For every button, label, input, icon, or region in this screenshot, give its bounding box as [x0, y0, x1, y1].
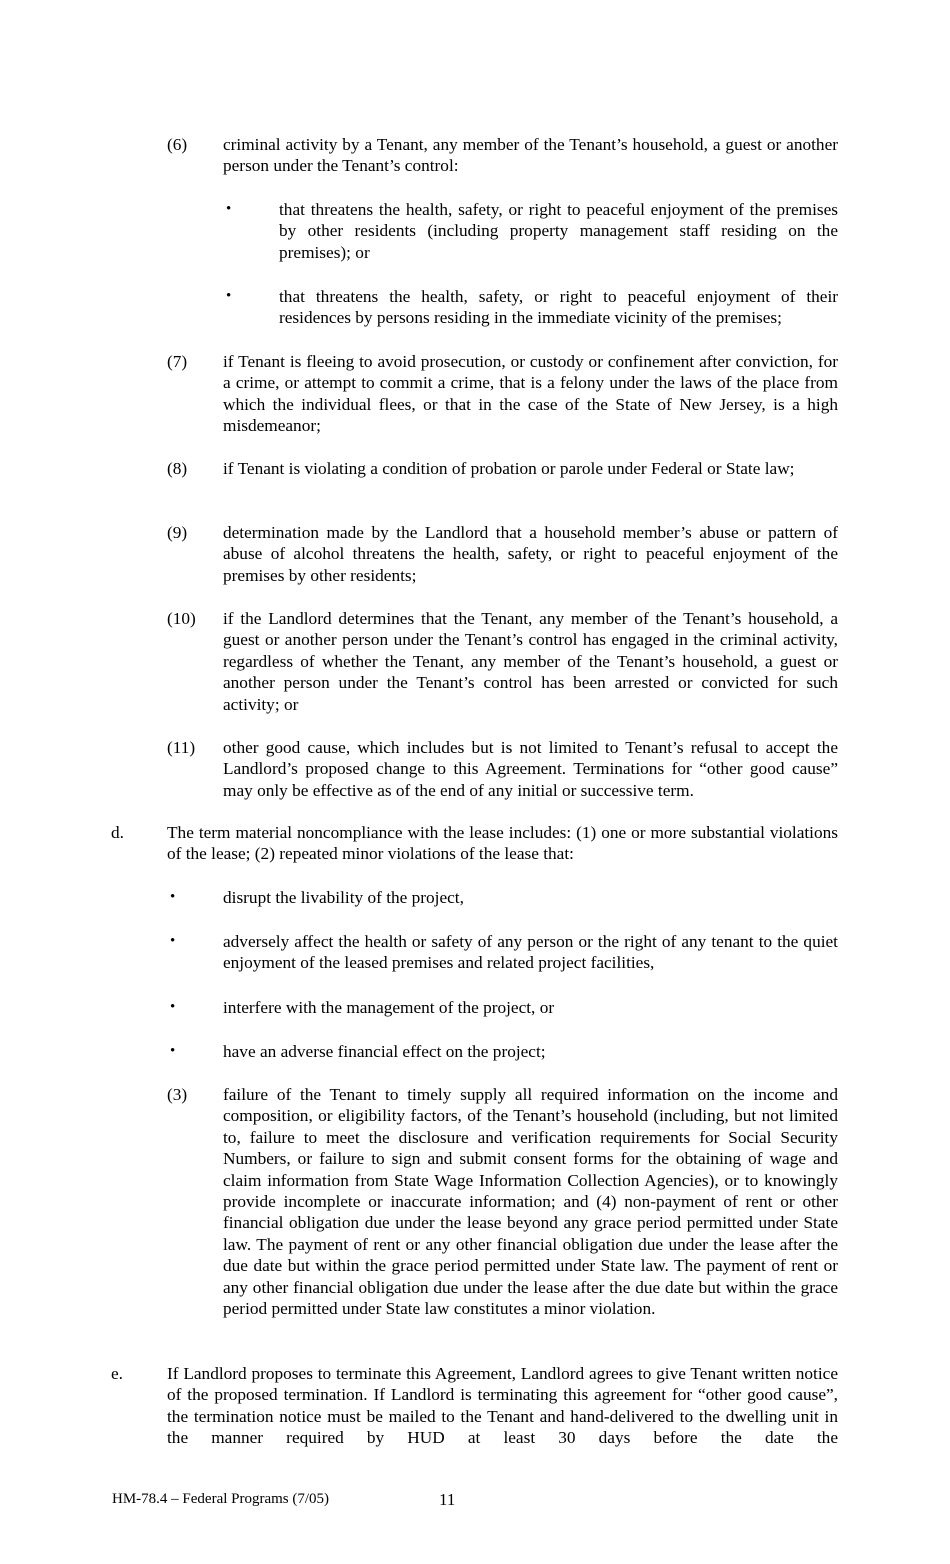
item-6-marker: (6): [167, 135, 188, 154]
bullet-icon: •: [170, 1043, 176, 1059]
item-8-text: if Tenant is violating a condition of probation or parole under Federal or State law;: [223, 459, 795, 478]
item-d-bullet-2: adversely affect the health or safety of any person or the right of any tenant to the quiet enjoyment of the leased premises and related project facilities,: [223, 932, 838, 973]
bullet-icon: •: [170, 999, 176, 1015]
bullet-icon: •: [226, 201, 232, 217]
item-10-marker: (10): [167, 609, 196, 628]
bullet-icon: •: [170, 933, 176, 949]
item-d-marker: d.: [111, 823, 124, 842]
item-3-text: failure of the Tenant to timely supply all required information on the income and composition, or eligibility factors, of the Tenant’s household (including, but not limited to, failure to meet the disclosure and verification requirements for Social Security Numbers, or failure to sign and submit consent forms for the obtaining of wage and claim information from State Wage Information Collection Agencies), or to knowingly provide incomplete or inaccurate information; and (4) non-payment of rent or other financial obligation due under the lease beyond any grace period permitted under State law. The payment of rent or any other financial obligation due under the lease after the due date but within the grace period permitted under State law. The payment of rent or any other financial obligation due under the lease after the due date but within the grace period permitted under State law constitutes a minor violation.: [223, 1085, 838, 1319]
item-6-bullet-2: that threatens the health, safety, or right to peaceful enjoyment of their residences by persons residing in the immediate vicinity of the premises;: [279, 287, 838, 328]
bullet-icon: •: [170, 889, 176, 905]
item-6-bullet-1: that threatens the health, safety, or right to peaceful enjoyment of the premises by other residents (including property management staff residing on the premises); or: [279, 200, 838, 262]
item-d-bullet-4: have an adverse financial effect on the project;: [223, 1042, 546, 1061]
item-6-text: criminal activity by a Tenant, any member of the Tenant’s household, a guest or another person under the Tenant’s control:: [223, 135, 838, 176]
item-e-marker: e.: [111, 1364, 123, 1383]
item-e-text: If Landlord proposes to terminate this Agreement, Landlord agrees to give Tenant written notice of the proposed termination. If Landlord is terminating this agreement for “other good cause”, the termination notice must be mailed to the Tenant and hand-delivered to the dwelling unit in the manner required by HUD at least 30 days before the date the: [167, 1364, 838, 1448]
bullet-icon: •: [226, 288, 232, 304]
item-11-text: other good cause, which includes but is not limited to Tenant’s refusal to accept the Landlord’s proposed change to this Agreement. Terminations for “other good cause” may only be effective as of the end of any initial or successive term.: [223, 738, 838, 800]
item-8-marker: (8): [167, 459, 188, 478]
item-3-marker: (3): [167, 1085, 188, 1104]
item-9-marker: (9): [167, 523, 188, 542]
item-7-text: if Tenant is fleeing to avoid prosecution, or custody or confinement after conviction, for a crime, or attempt to commit a crime, that is a felony under the laws of the place from which the individual flees, or that in the case of the State of New Jersey, is a high misdemeanor;: [223, 352, 838, 436]
item-d-bullet-3: interfere with the management of the project, or: [223, 998, 555, 1017]
page-number: 11: [439, 1490, 456, 1509]
item-d-text: The term material noncompliance with the lease includes: (1) one or more substantial violations of the lease; (2) repeated minor violations of the lease that:: [167, 823, 838, 864]
item-11-marker: (11): [167, 738, 196, 757]
item-7-marker: (7): [167, 352, 188, 371]
item-d-bullet-1: disrupt the livability of the project,: [223, 888, 464, 907]
item-10-text: if the Landlord determines that the Tenant, any member of the Tenant’s household, a guest or another person under the Tenant’s control has engaged in the criminal activity, regardless of whether the Tenant, any member of the Tenant’s household, a guest or another person under the Tenant’s control has been arrested or convicted for such activity; or: [223, 609, 838, 714]
item-9-text: determination made by the Landlord that a household member’s abuse or pattern of abuse of alcohol threatens the health, safety, or right to peaceful enjoyment of the premises by other residents;: [223, 523, 838, 585]
footer-form-id: HM-78.4 – Federal Programs (7/05): [112, 1491, 330, 1507]
